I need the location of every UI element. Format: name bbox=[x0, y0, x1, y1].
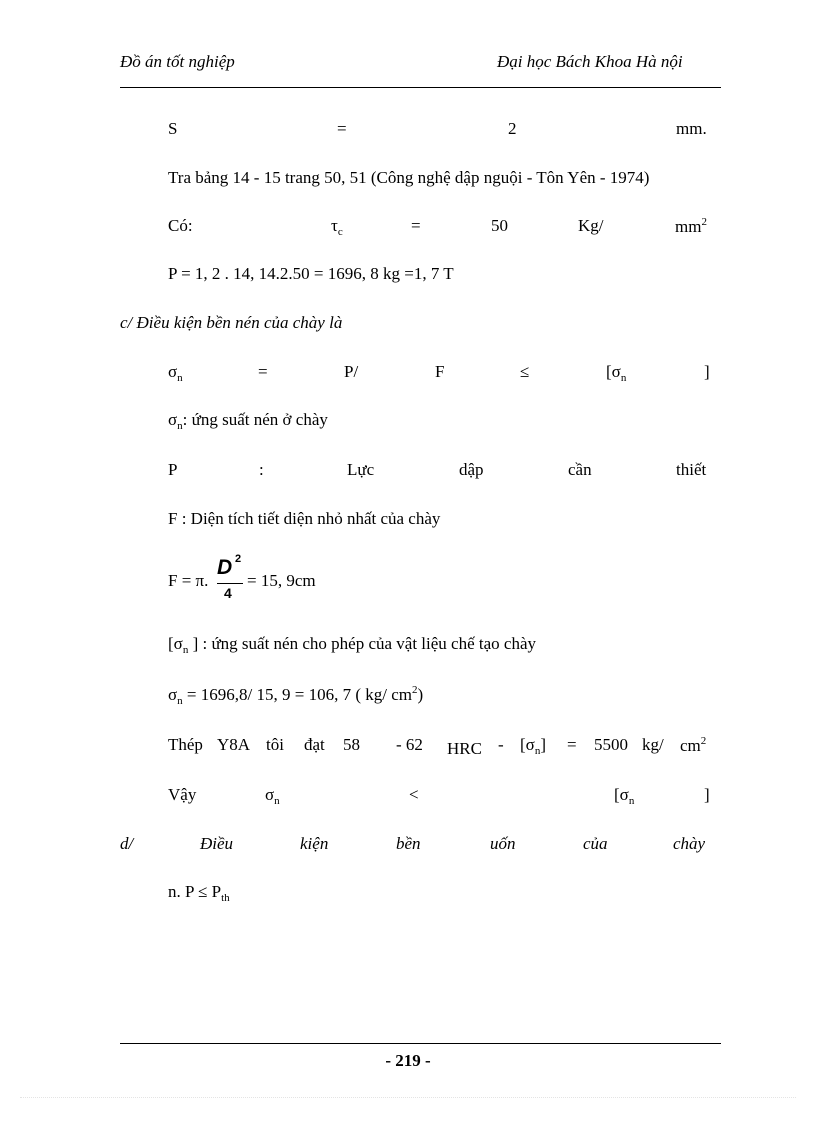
conclusion-sigma: $\sigma_n$ bbox=[265, 785, 280, 807]
section-d-w6: của bbox=[583, 834, 608, 853]
p-def-word1: Lực bbox=[347, 460, 375, 479]
conclusion-word: Vậy bbox=[168, 785, 197, 804]
steel-w4: đạt bbox=[304, 735, 325, 754]
bending-condition: n. $P \le P_{th}$ bbox=[168, 882, 230, 904]
conclusion-allowable: [$\sigma_n$ bbox=[614, 785, 635, 807]
f-formula-numerator: D bbox=[217, 556, 233, 579]
cond-f: F bbox=[435, 362, 445, 381]
conclusion-lt: < bbox=[409, 785, 419, 804]
section-d-w3: kiện bbox=[300, 834, 329, 853]
f-formula-prefix: F = π. bbox=[168, 571, 209, 590]
cond-p: P/ bbox=[344, 362, 359, 381]
s-value: 2 bbox=[508, 119, 517, 138]
f-definition: F : Diện tích tiết diện nhỏ nhất của chày bbox=[168, 509, 441, 528]
p-def-symbol: P bbox=[168, 460, 178, 479]
sigma-n: $\sigma_n$ bbox=[168, 362, 183, 384]
f-formula-numerator-power: 2 bbox=[235, 553, 242, 565]
conclusion-close-bracket: ] bbox=[704, 785, 710, 804]
co-unit2: $mm^2$ bbox=[675, 216, 707, 236]
tau-symbol: $\tau_c$ bbox=[331, 216, 343, 238]
page-bottom-dotted-line bbox=[20, 1097, 796, 1098]
f-formula-denominator: 4 bbox=[224, 585, 232, 601]
steel-w9: $[\sigma_n]$ bbox=[520, 735, 546, 757]
cond-close-bracket: ] bbox=[704, 362, 710, 381]
steel-w2: Y8A bbox=[217, 735, 251, 754]
section-c-heading: c/ Điều kiện bền nén của chày là bbox=[120, 313, 343, 332]
p-calculation: P = 1, 2 . 14, 14.2.50 = 1696, 8 kg =1, 7 T bbox=[168, 264, 454, 283]
s-unit: mm. bbox=[676, 119, 707, 138]
p-def-colon: : bbox=[259, 460, 264, 479]
footer-rule bbox=[120, 1043, 721, 1044]
steel-w11: 5500 bbox=[594, 735, 628, 754]
header-right-title: Đại học Bách Khoa Hà nội bbox=[497, 52, 683, 71]
p-def-word3: cần bbox=[568, 460, 592, 479]
steel-w7: HRC bbox=[447, 739, 482, 758]
p-def-word2: dập bbox=[459, 460, 484, 479]
header-rule bbox=[120, 87, 721, 88]
fraction-bar bbox=[217, 583, 243, 584]
sigma-definition: $\sigma_n$: ứng suất nén ở chày bbox=[168, 410, 328, 432]
steel-w3: tôi bbox=[266, 735, 284, 754]
section-d-w5: uốn bbox=[490, 834, 516, 853]
co-value: 50 bbox=[491, 216, 508, 235]
steel-w8: - bbox=[498, 735, 504, 754]
header-left-title: Đồ án tốt nghiệp bbox=[120, 52, 235, 71]
steel-w1: Thép bbox=[168, 735, 203, 754]
steel-w5: 58 bbox=[343, 735, 360, 754]
co-label: Có: bbox=[168, 216, 193, 235]
cond-le: ≤ bbox=[520, 362, 530, 381]
section-d-w1: d/ bbox=[120, 834, 134, 853]
section-d-w2: Điều bbox=[200, 834, 234, 853]
table-reference: Tra bảng 14 - 15 trang 50, 51 (Công nghệ dập nguội - Tôn Yên - 1974) bbox=[168, 168, 650, 187]
p-def-word4: thiết bbox=[676, 460, 707, 479]
page-number: - 219 - bbox=[385, 1051, 431, 1070]
section-d-w4: bền bbox=[396, 834, 421, 853]
cond-eq: = bbox=[258, 362, 268, 381]
section-d-w7: chày bbox=[673, 834, 706, 853]
co-eq: = bbox=[411, 216, 421, 235]
allowable-stress-definition: [$\sigma_n$ ] : ứng suất nén cho phép của vật liệu chế tạo chày bbox=[168, 634, 536, 656]
steel-w13: $cm^2$ bbox=[680, 735, 707, 755]
steel-w10: = bbox=[567, 735, 577, 754]
co-unit: Kg/ bbox=[578, 216, 604, 235]
steel-w6: - 62 bbox=[396, 735, 423, 754]
s-eq: = bbox=[337, 119, 347, 138]
sigma-calculation: $\sigma_n = 1696,8/$ 15, 9 = 106, 7 ( kg/ $cm^2$) bbox=[168, 684, 424, 707]
f-formula-result: = 15, 9cm bbox=[247, 571, 316, 590]
cond-allowable: [$\sigma_n$ bbox=[606, 362, 627, 384]
steel-w12: kg/ bbox=[642, 735, 664, 754]
s-label: S bbox=[168, 119, 178, 138]
